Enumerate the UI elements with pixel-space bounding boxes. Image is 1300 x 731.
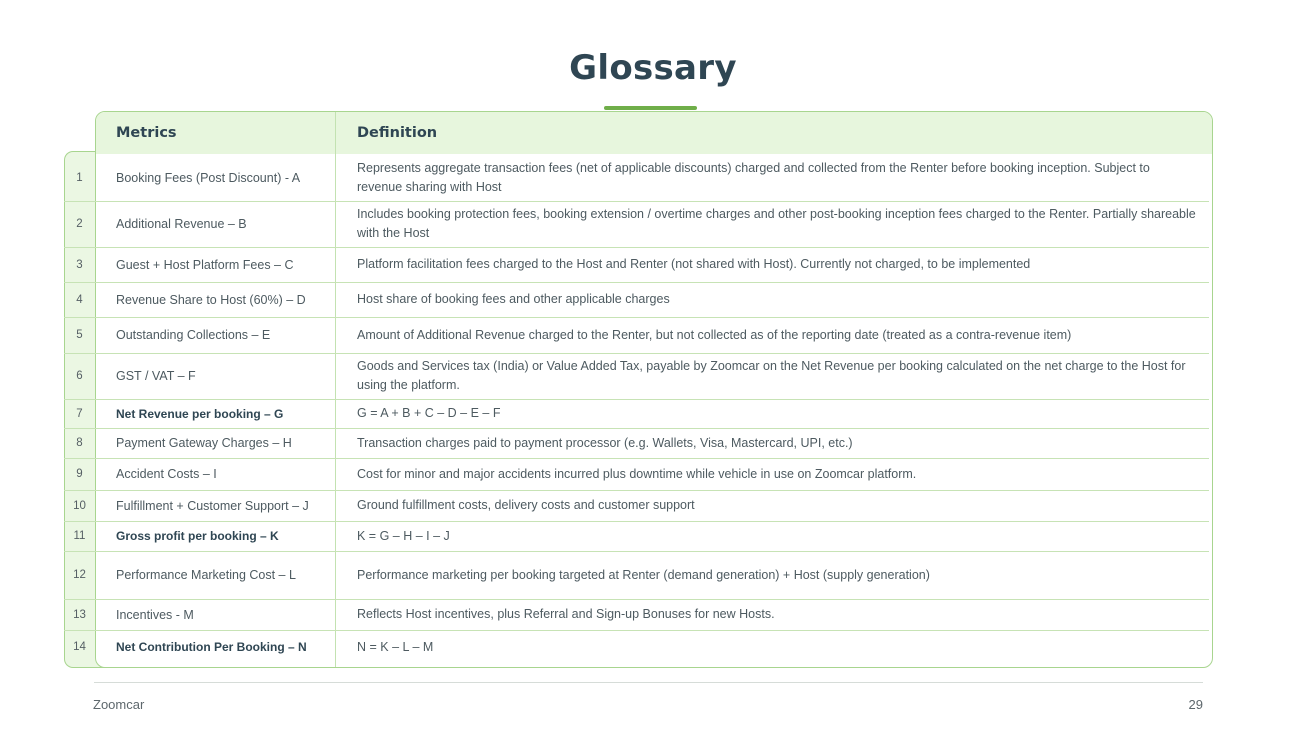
- metric-cell: Incentives - M: [116, 607, 194, 622]
- definition-cell: Ground fulfillment costs, delivery costs and customer support: [357, 498, 695, 512]
- table-row: [64, 490, 1209, 522]
- definition-cell: Performance marketing per booking targeted at Renter (demand generation) + Host (supply generation): [357, 567, 930, 582]
- metric-cell: Gross profit per booking – K: [116, 529, 279, 543]
- table-row: [64, 282, 1209, 318]
- row-number: 3: [76, 258, 83, 271]
- table-row: [64, 317, 1209, 354]
- metric-cell: Booking Fees (Post Discount) - A: [116, 170, 301, 185]
- table-header: [96, 112, 1212, 154]
- row-number: 4: [76, 293, 83, 306]
- definition-cell: Cost for minor and major accidents incurred plus downtime while vehicle in use on Zoomcar platform.: [357, 466, 917, 481]
- row-number: 2: [76, 218, 83, 230]
- row-number: 5: [76, 329, 83, 341]
- metric-cell: Accident Costs – I: [116, 467, 217, 481]
- table-row: [64, 154, 1209, 202]
- metric-cell: Revenue Share to Host (60%) – D: [116, 292, 306, 307]
- footer-brand: Zoomcar: [93, 697, 145, 712]
- table-row: [64, 521, 1209, 552]
- definition-cell: Represents aggregate transaction fees (net of applicable discounts) charged and collected from the Renter before booking inception. Subject to revenue sharing with Host: [357, 160, 1150, 194]
- metric-cell: Net Contribution Per Booking – N: [116, 640, 307, 654]
- table-row: [64, 599, 1209, 631]
- table-row: [64, 458, 1209, 491]
- header-metrics: Metrics: [116, 125, 177, 141]
- metric-cell: Net Revenue per booking – G: [116, 406, 284, 421]
- table-row: [64, 201, 1209, 248]
- metric-cell: Additional Revenue – B: [116, 217, 247, 231]
- metric-cell: Guest + Host Platform Fees – C: [116, 257, 294, 272]
- title-underline: [604, 106, 697, 110]
- row-number: 9: [76, 468, 83, 480]
- definition-cell: Transaction charges paid to payment processor (e.g. Wallets, Visa, Mastercard, UPI, etc.): [357, 435, 853, 450]
- header-definition: Definition: [357, 125, 438, 141]
- table-row: [64, 551, 1209, 600]
- row-number: 6: [76, 370, 83, 382]
- metric-cell: GST / VAT – F: [116, 369, 196, 383]
- definition-cell: Goods and Services tax (India) or Value Added Tax, payable by Zoomcar on the Net Revenue per booking calculated on the net charge to the Host for using the platform.: [357, 359, 1186, 392]
- definition-cell: Amount of Additional Revenue charged to the Renter, but not collected as of the reporting date (treated as a contra-revenue item): [357, 327, 1072, 342]
- definition-cell: K = G – H – I – J: [357, 528, 450, 543]
- row-number: 8: [76, 437, 83, 449]
- table-row: [64, 353, 1209, 400]
- row-number: 10: [73, 499, 86, 512]
- page-title: Glossary: [569, 48, 737, 88]
- metric-cell: Outstanding Collections – E: [116, 328, 271, 342]
- page-number: 29: [1188, 697, 1203, 712]
- definition-cell: Reflects Host incentives, plus Referral and Sign-up Bonuses for new Hosts.: [357, 607, 775, 621]
- row-number: 1: [76, 171, 83, 184]
- metric-cell: Payment Gateway Charges – H: [116, 436, 292, 450]
- metric-cell: Performance Marketing Cost – L: [116, 568, 296, 582]
- row-number: 12: [73, 569, 86, 581]
- table-row: [64, 630, 1209, 664]
- table-row: [64, 428, 1209, 459]
- definition-cell: N = K – L – M: [357, 639, 434, 654]
- table-row: [64, 399, 1209, 429]
- row-number: 14: [73, 641, 86, 653]
- definition-cell: Includes booking protection fees, booking extension / overtime charges and other post-booking inception fees charged to the Renter. Partially shareable with the Host: [357, 207, 1196, 240]
- metric-cell: Fulfillment + Customer Support – J: [116, 498, 309, 513]
- row-number: 7: [76, 407, 83, 420]
- row-number: 13: [73, 608, 86, 621]
- definition-cell: G = A + B + C – D – E – F: [357, 406, 501, 420]
- footer-divider: [94, 682, 1203, 683]
- definition-cell: Platform facilitation fees charged to the Host and Renter (not shared with Host). Currently not charged, to be implemented: [357, 257, 1031, 271]
- row-number: 11: [73, 530, 86, 542]
- definition-cell: Host share of booking fees and other applicable charges: [357, 292, 670, 306]
- table-row: [64, 247, 1209, 283]
